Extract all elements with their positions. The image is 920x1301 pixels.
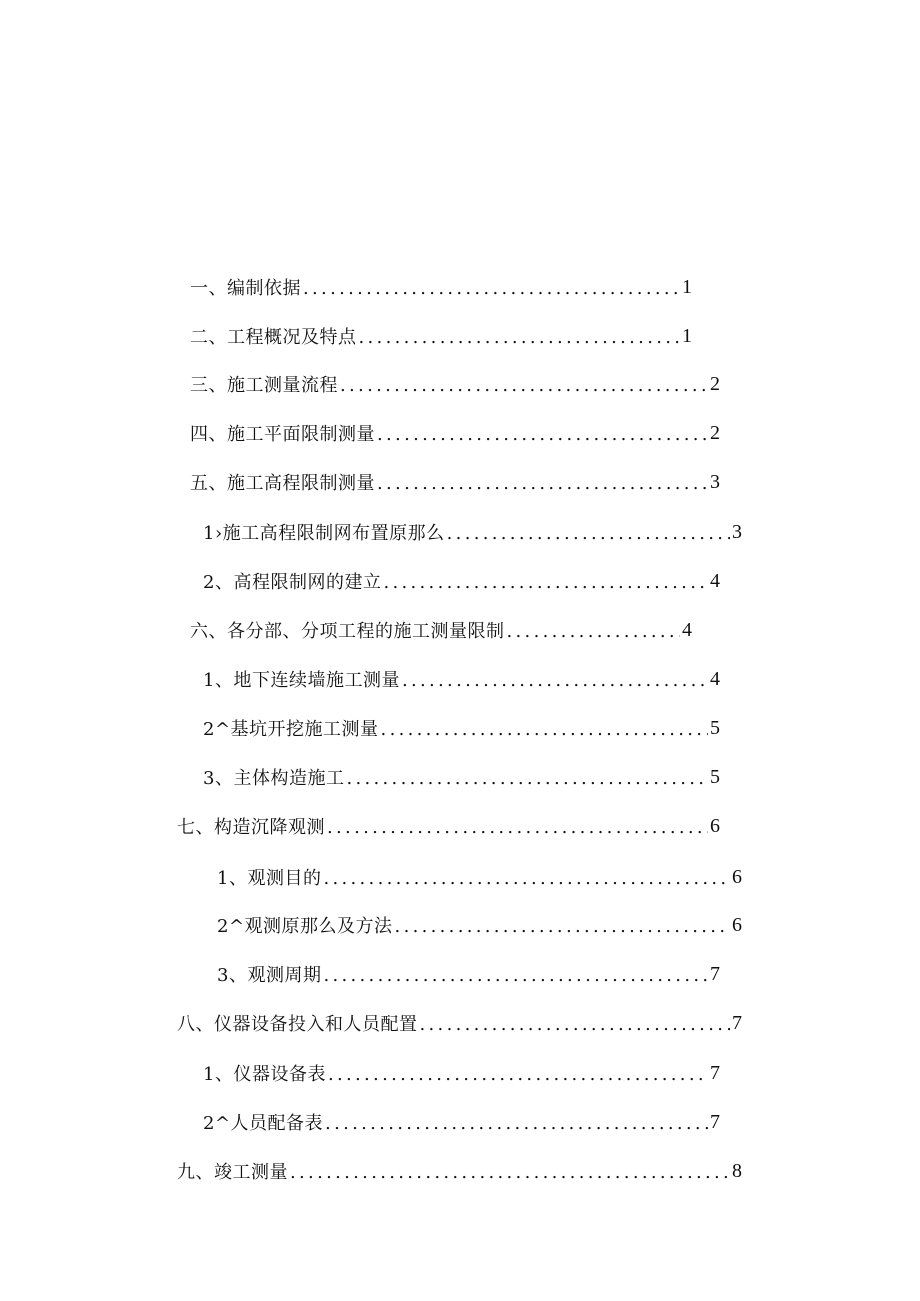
dot-leader: [381, 719, 708, 740]
toc-entry-1: [190, 272, 692, 302]
toc-entry-page: 4: [710, 569, 720, 592]
toc-entry-title: 2^人员配备表: [203, 1113, 324, 1134]
toc-entry-5: [190, 467, 720, 497]
toc-entry-title: 二、工程概况及特点: [190, 327, 357, 348]
toc-entry-13: [217, 862, 742, 892]
dot-leader: [323, 965, 708, 986]
toc-entry-title: 3、观测周期: [217, 965, 322, 986]
toc-entry-title: 1›施工高程限制网布置原那么: [203, 523, 445, 544]
dot-leader: [323, 868, 730, 889]
toc-entry-page: 6: [732, 913, 742, 936]
toc-entry-12: [177, 811, 720, 841]
dot-leader: [420, 1014, 731, 1035]
toc-entry-page: 4: [682, 618, 692, 641]
dot-leader: [340, 375, 708, 396]
toc-entry-title: 四、施工平面限制测量: [190, 424, 375, 445]
toc-entry-page: 8: [732, 1159, 742, 1182]
toc-entry-19: [177, 1156, 742, 1186]
toc-entry-title: 2^观测原那么及方法: [217, 916, 393, 937]
toc-entry-page: 7: [710, 962, 720, 985]
toc-entry-title: 七、构造沉降观测: [177, 817, 325, 838]
toc-entry-page: 6: [732, 865, 742, 888]
toc-entry-title: 九、竣工测量: [177, 1162, 288, 1183]
toc-entry-6: [203, 517, 742, 547]
toc-entry-title: 3、主体构造施工: [203, 768, 345, 789]
toc-entry-10: [203, 713, 720, 743]
toc-entry-page: 4: [710, 667, 720, 690]
toc-entry-2: [190, 321, 692, 351]
toc-entry-title: 2、高程限制网的建立: [203, 572, 382, 593]
dot-leader: [327, 817, 708, 838]
toc-entry-14: [217, 910, 742, 940]
toc-entry-8: [190, 615, 692, 645]
toc-entry-page: 1: [682, 275, 692, 298]
toc-entry-page: 5: [710, 765, 720, 788]
toc-entry-page: 2: [710, 372, 720, 395]
toc-entry-15: [217, 959, 720, 989]
toc-entry-page: 3: [710, 470, 720, 493]
toc-entry-page: 7: [732, 1011, 742, 1034]
dot-leader: [346, 768, 708, 789]
dot-leader: [395, 916, 730, 937]
toc-entry-page: 7: [710, 1110, 720, 1133]
dot-leader: [402, 670, 708, 691]
dot-leader: [383, 572, 708, 593]
toc-entry-title: 1、仪器设备表: [203, 1064, 326, 1085]
toc-entry-title: 八、仪器设备投入和人员配置: [177, 1014, 418, 1035]
dot-leader: [507, 621, 681, 642]
toc-entry-9: [203, 664, 720, 694]
toc-entry-page: 6: [710, 814, 720, 837]
toc-entry-title: 五、施工高程限制测量: [190, 473, 375, 494]
dot-leader: [359, 327, 681, 348]
toc-entry-18: [203, 1107, 720, 1137]
toc-entry-16: [177, 1008, 742, 1038]
dot-leader: [303, 278, 680, 299]
toc-entry-title: 一、编制依据: [190, 278, 301, 299]
toc-entry-page: 5: [710, 716, 720, 739]
dot-leader: [325, 1113, 708, 1134]
toc-entry-title: 1、观测目的: [217, 868, 322, 889]
dot-leader: [377, 424, 708, 445]
toc-entry-title: 三、施工测量流程: [190, 375, 338, 396]
toc-entry-page: 2: [710, 421, 720, 444]
toc-entry-page: 1: [682, 324, 692, 347]
dot-leader: [328, 1064, 708, 1085]
toc-entry-page: 7: [710, 1061, 720, 1084]
toc-entry-title: 2^基坑开挖施工测量: [203, 719, 379, 740]
dot-leader: [377, 473, 708, 494]
toc-entry-3: [190, 369, 720, 399]
toc-entry-11: [203, 762, 720, 792]
toc-entry-4: [190, 418, 720, 448]
dot-leader: [447, 523, 730, 544]
toc-entry-title: 六、各分部、分项工程的施工测量限制: [190, 621, 505, 642]
dot-leader: [290, 1162, 730, 1183]
toc-entry-17: [203, 1058, 720, 1088]
toc-entry-page: 3: [732, 520, 742, 543]
toc-entry-7: [203, 566, 720, 596]
toc-entry-title: 1、地下连续墙施工测量: [203, 670, 400, 691]
